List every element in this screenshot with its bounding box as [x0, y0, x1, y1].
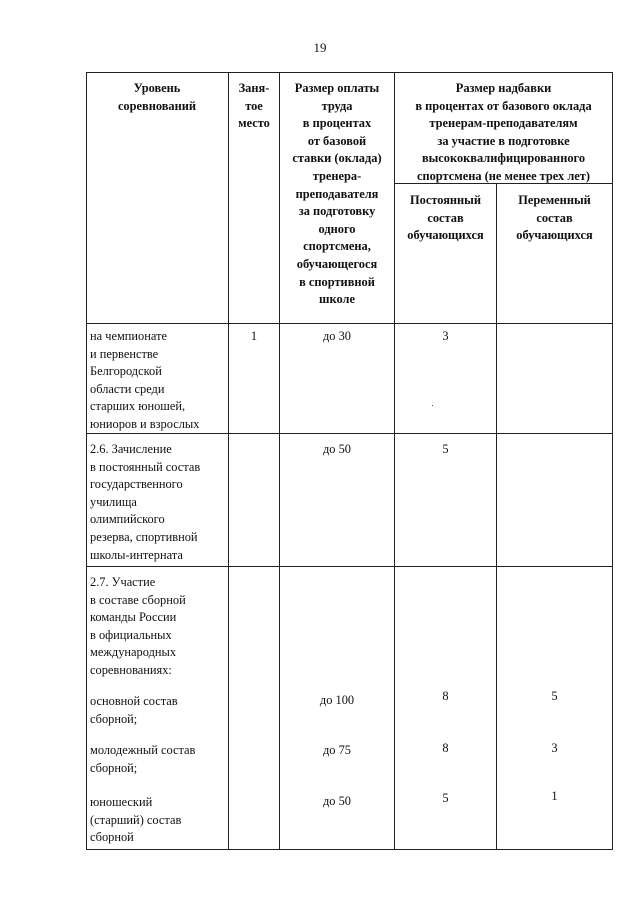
header-pay: Размер оплаты труда в процентах от базовой ставки (оклада) тренера- преподавателя за подготовку одного спортсмена, обучающегося в спортивной школе: [292, 81, 382, 307]
subrow-2-level: молодежный состав сборной;: [90, 743, 196, 775]
subrow-3-pay: до 50: [323, 794, 351, 808]
row-rule-2: [86, 566, 612, 567]
header-level: Уровень соревнований: [117, 81, 197, 113]
subrow-1-level: основной состав сборной;: [90, 694, 178, 726]
subrow-2-permanent: 8: [442, 741, 449, 755]
col-rule-3: [394, 72, 395, 850]
subrow-1-pay: до 100: [319, 693, 355, 707]
col-rule-1: [228, 72, 229, 850]
row-2-permanent: 5: [442, 442, 449, 456]
header-bonus: Размер надбавки в процентах от базового оклада тренерам-преподавателям за участие в подготовке высококвалифицированного спортсмена (не менее трех лет): [415, 81, 592, 183]
subrow-3-permanent: 5: [442, 791, 449, 805]
subrow-2-variable: 3: [551, 741, 558, 755]
subrow-2-pay: до 75: [323, 743, 351, 757]
header-variable: Переменный состав обучающихся: [516, 193, 593, 243]
table-border-bottom: [86, 849, 612, 850]
subrow-1-variable: 5: [551, 689, 558, 703]
row-2-level: 2.6. Зачисление в постоянный состав государственного училища олимпийского резерва, спортивной школы-интерната: [90, 442, 201, 562]
subrow-1-permanent: 8: [442, 689, 449, 703]
row-1-place: 1: [250, 329, 258, 343]
table-border-top: [86, 72, 612, 73]
row-1-permanent: 3: [442, 329, 449, 343]
table-border-left: [86, 72, 87, 850]
subrow-3-level: юношеский (старший) состав сборной: [90, 795, 182, 845]
row-1-pay: до 30: [323, 329, 351, 343]
subrow-3-variable: 1: [551, 789, 558, 803]
header-permanent: Постоянный состав обучающихся: [407, 193, 484, 243]
row-2-pay: до 50: [323, 442, 351, 456]
table-border-right: [612, 72, 613, 850]
row-3-level: 2.7. Участие в составе сборной команды России в официальных международных соревнованиях:: [90, 575, 186, 677]
row-1-level: на чемпионате и первенстве Белгородской области среди старших юношей, юниоров и взрослых: [90, 329, 200, 431]
header-bottom-rule: [86, 323, 612, 324]
header-place: Заня- тое место: [238, 81, 270, 131]
row-1-permanent-mark: .: [431, 399, 434, 408]
page-number: 19: [313, 40, 327, 55]
